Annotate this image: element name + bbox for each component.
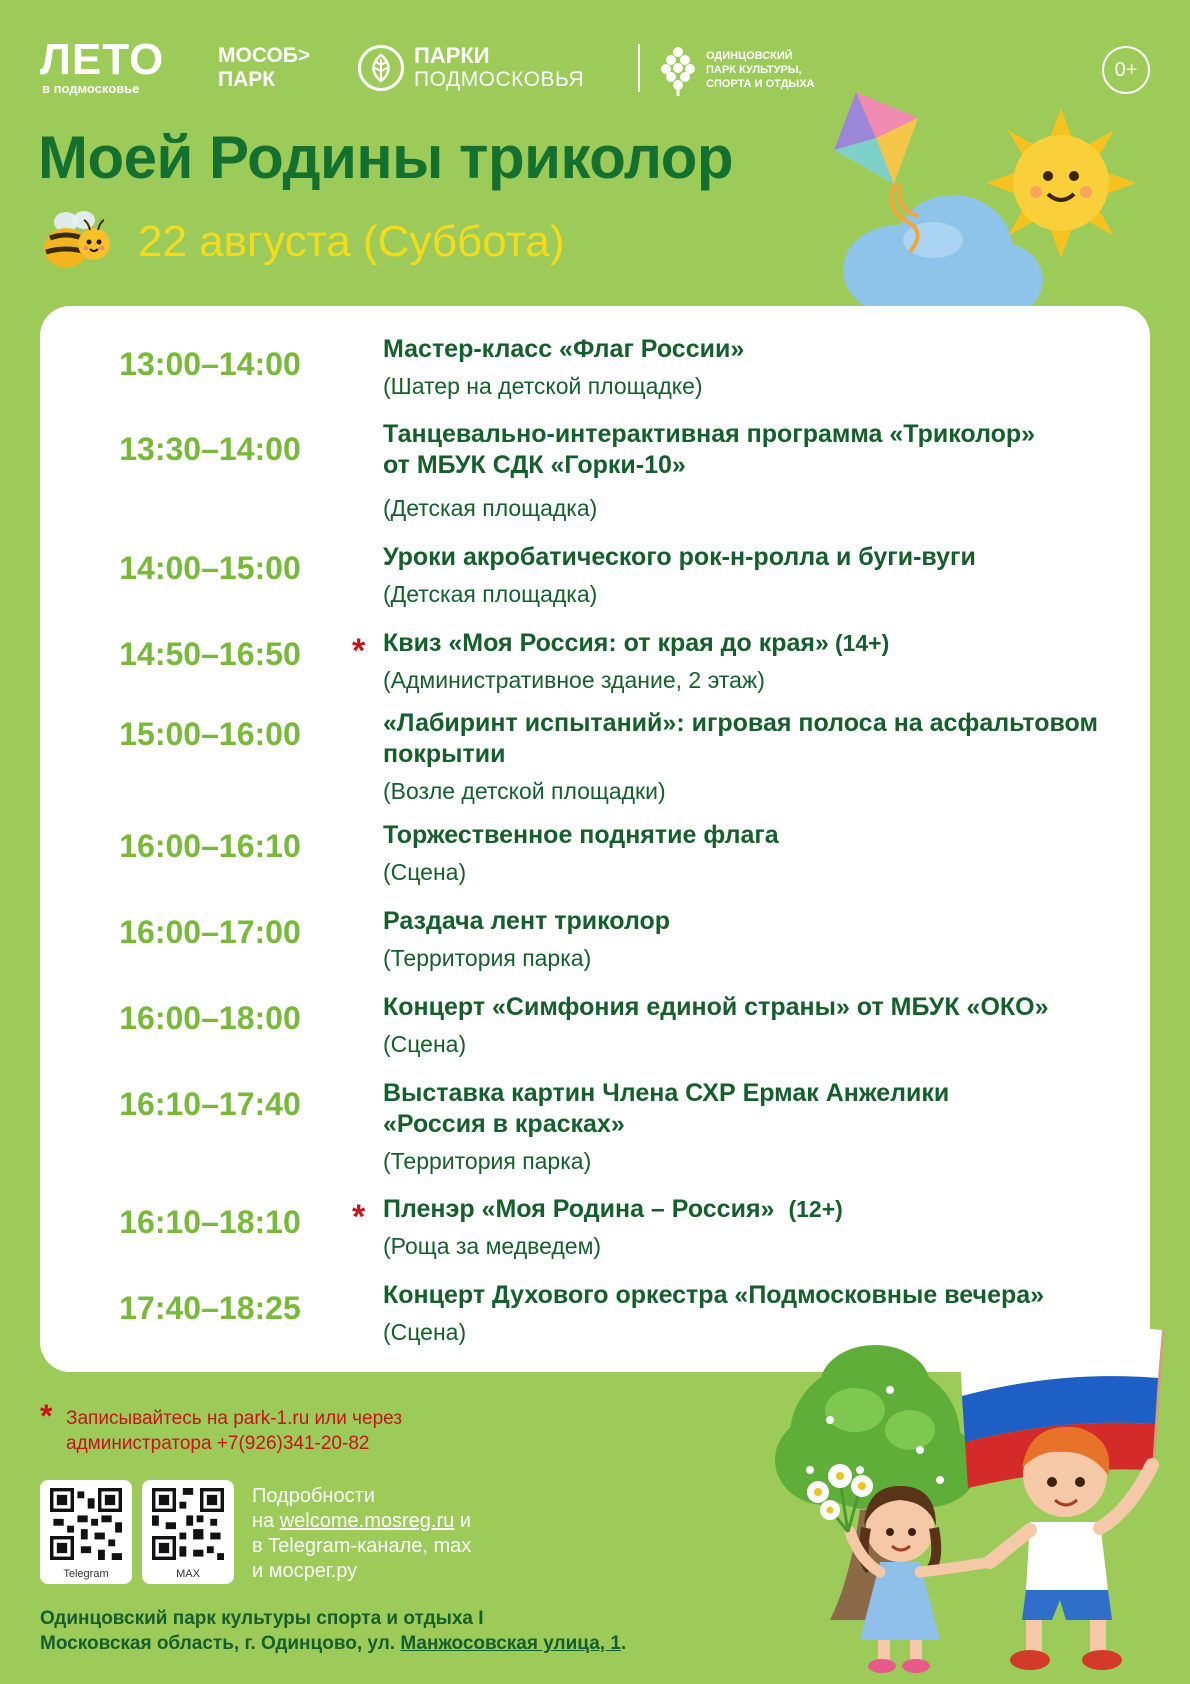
event-title: Мастер-класс «Флаг России»: [383, 335, 745, 363]
event-title: покрытии: [383, 740, 506, 768]
registration-note: [40, 1398, 403, 1456]
sun-icon: [986, 108, 1136, 258]
event-time: 13:00–14:00: [119, 346, 301, 382]
qr-telegram[interactable]: [40, 1480, 132, 1584]
page-title: Моей Родины триколор: [38, 124, 733, 191]
event-title: Пленэр «Моя Родина – Россия»: [383, 1195, 775, 1223]
event-place: (Сцена): [383, 1319, 467, 1345]
event-place: (Сцена): [383, 859, 467, 885]
address-line1: Одинцовский парк культуры спорта и отдыха I: [40, 1608, 484, 1629]
mosobpark-line2: ПАРК: [218, 68, 276, 91]
address-street-link[interactable]: Манжосовская улица, 1: [400, 1633, 621, 1654]
event-title: Торжественное поднятие флага: [383, 821, 779, 849]
info-line3: в Telegram-канале, max: [252, 1535, 472, 1557]
odin-pine-icon: [660, 44, 696, 96]
schedule-card: [40, 306, 1150, 1372]
event-time: 14:00–15:00: [119, 550, 301, 586]
kids-flag-illustration: [790, 1300, 1180, 1680]
event-place: (Роща за медведем): [383, 1233, 602, 1259]
event-time: 16:00–17:00: [119, 914, 301, 950]
leto-logo-subtext: в подмосковье: [42, 81, 140, 96]
leto-logo: [40, 35, 165, 96]
qr-label: Telegram: [63, 1568, 109, 1580]
event-place: (Сцена): [383, 1031, 467, 1057]
qr-max[interactable]: [142, 1480, 234, 1584]
park-leaf-icon: [358, 45, 404, 91]
event-place: (Детская площадка): [383, 495, 598, 521]
event-place: (Территория парка): [383, 945, 592, 971]
event-title: Танцевально-интерактивная программа «Триколор»: [383, 420, 1036, 448]
event-place: (Детская площадка): [383, 581, 598, 607]
registration-line2: администратора +7(926)341-20-82: [66, 1433, 370, 1454]
parki-podmoskovya-logo: [358, 44, 584, 92]
odin-line3: СПОРТА И ОТДЫХА: [706, 78, 815, 90]
event-title: Раздача лент триколор: [383, 907, 671, 935]
event-time: 13:30–14:00: [119, 431, 301, 467]
event-time: 16:00–18:00: [119, 1000, 301, 1036]
registration-star: *: [352, 632, 366, 670]
mosobpark-logo: [218, 44, 310, 92]
bee-icon: [36, 206, 116, 276]
kite-icon: [826, 92, 936, 262]
event-age-rating: (14+): [834, 630, 890, 656]
event-place: (Возле детской площадки): [383, 778, 666, 804]
event-place: (Административное здание, 2 этаж): [383, 667, 765, 693]
event-title: Концерт «Симфония единой страны» от МБУК «ОКО»: [383, 993, 1049, 1021]
event-title: Выставка картин Члена СХР Ермак Анжелики: [383, 1079, 950, 1107]
leto-logo-text: ЛЕТО: [40, 35, 165, 84]
info-text: [252, 1484, 471, 1584]
welcome-mosreg-link[interactable]: welcome.mosreg.ru: [279, 1510, 455, 1532]
event-place: (Территория парка): [383, 1148, 592, 1174]
event-time: 14:50–16:50: [119, 636, 301, 672]
age-rating-badge: 0+: [1102, 46, 1150, 94]
event-time: 16:00–16:10: [119, 828, 301, 864]
info-line2-suffix: и: [454, 1510, 471, 1532]
info-line4: и мосрег.ру: [252, 1560, 358, 1582]
address-line2-suffix: .: [620, 1633, 627, 1654]
event-date: 22 августа (Суббота): [138, 217, 565, 266]
event-title: «Россия в красках»: [383, 1110, 625, 1138]
info-line2-prefix: на: [252, 1510, 280, 1532]
header-logos: [40, 35, 1150, 98]
event-time: 16:10–17:40: [119, 1086, 301, 1122]
qr-code-icon: [152, 1488, 224, 1560]
event-title: Уроки акробатического рок-н-ролла и буги-вуги: [383, 543, 976, 571]
address-line2-prefix: Московская область, г. Одинцово, ул.: [40, 1633, 401, 1654]
event-title: Концерт Духового оркестра «Подмосковные вечера»: [383, 1281, 1045, 1309]
qr-code-icon: [50, 1488, 122, 1560]
event-time: 17:40–18:25: [119, 1290, 301, 1326]
event-title: «Лабиринт испытаний»: игровая полоса на асфальтовом: [383, 709, 1098, 737]
event-time: 16:10–18:10: [119, 1204, 301, 1240]
registration-note-star: *: [40, 1398, 53, 1434]
odin-line1: ОДИНЦОВСКИЙ: [706, 50, 793, 62]
registration-line1: Записывайтесь на park-1.ru или через: [66, 1408, 403, 1429]
mosobpark-line1: МОСОБ>: [218, 44, 311, 67]
event-time: 15:00–16:00: [119, 716, 301, 752]
event-title: Квиз «Моя Россия: от края до края»: [383, 629, 829, 657]
event-title: от МБУК СДК «Горки-10»: [383, 451, 686, 479]
logo-divider: [638, 44, 640, 92]
parki-line1: ПАРКИ: [414, 43, 490, 68]
info-line1: Подробности: [252, 1485, 375, 1507]
event-age-rating: (12+): [788, 1196, 843, 1222]
qr-label: MAX: [176, 1568, 200, 1580]
event-place: (Шатер на детской площадке): [383, 373, 703, 399]
park-address: [40, 1606, 626, 1656]
odin-line2: ПАРК КУЛЬТУРЫ,: [706, 64, 802, 76]
odintsovo-park-logo: [660, 44, 814, 96]
parki-line2: ПОДМОСКОВЬЯ: [414, 68, 585, 91]
registration-star: *: [352, 1198, 366, 1236]
